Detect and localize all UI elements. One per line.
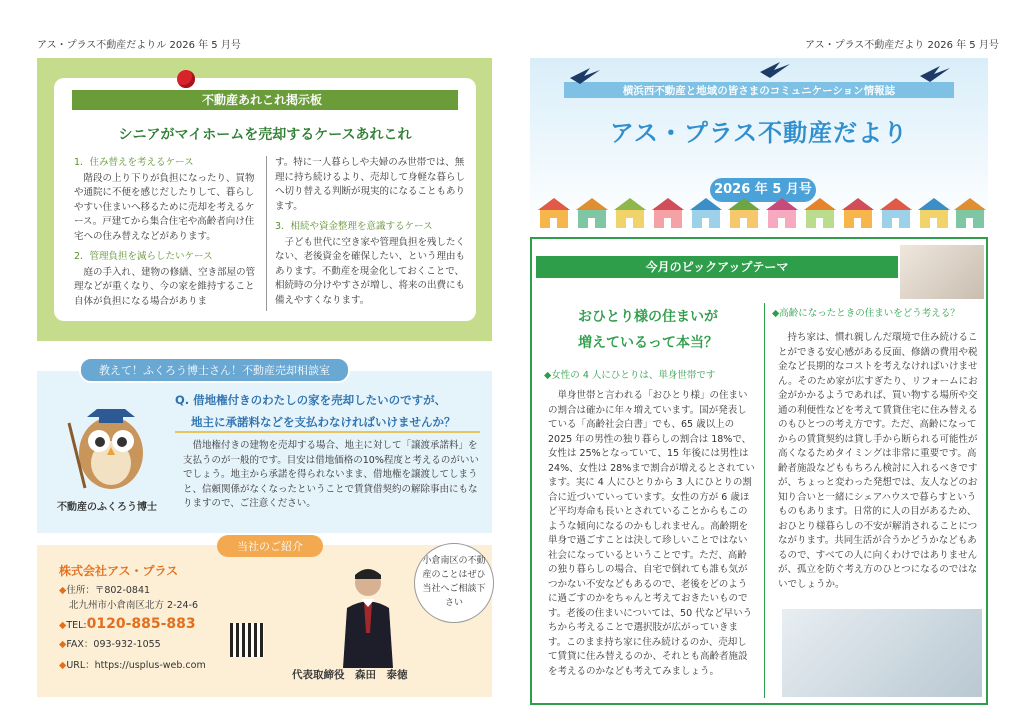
representative-photo — [337, 563, 399, 668]
section-heading: 2．管理負担を減らしたいケース — [74, 251, 213, 262]
right-page-header: アス・プラス不動産だより 2026 年 5 月号 — [805, 40, 999, 51]
column-divider — [266, 156, 267, 311]
section-heading: 3．相続や資金整理を意識するケース — [275, 221, 433, 232]
company-info: ◆住所：〒802-0841 北九州市小倉南区北方 2-24-6 ◆TEL:0120-885-883 ◆FAX：093-932-1055 ◆URL：https://usplus-web.com — [59, 585, 206, 671]
section-body: す。特に一人暮らしや夫婦のみ世帯では、無理に持ち続けるより、売却して身軽な暮らしへ切り替える判断が現実的になることもあります。 — [275, 157, 466, 212]
swallow-icon — [560, 58, 960, 88]
stairs-photo — [900, 245, 984, 299]
feature-body-1: 単身世帯と言われる「おひとり様」の住まいの割合は確かに年々増えています。国が発表している「高齢社会白書」でも、65 歳以上の 2025 年の男性の独り暮らしの割合は 18%で、女性は 25%となっていて、15 年後には男性は 24%、女性は 28%まで割合が増えるとされています。実に 4 人にひとりから 3 人にひとりの割合に近づいていっています。女性の方が 6 歳ほど平均寿命も長いとされていることからもこのような傾向になるのかもしれません。高齢期を単身で過ごすことは決して珍しいことではない社会になっているということです。ただ、高齢の独り暮らしの場合、自宅で倒れても誰も気がつかない不安などもあるので、老後をどのように過ごすのかをちゃんと考えておきたいものです。老後の住まいについては、50 代など早いうちから考えることで選択肢が広がっていきます。このまま持ち家に住み続けるのか、売却して賃貸に住み替えるのか、それとも高齢者施設を考えるのかなども考えてみましょう。 — [548, 390, 755, 677]
feature-body-2: 持ち家は、慣れ親しんだ環境で住み続けることができる安心感がある反面、修繕の費用や税金など長期的なコストを考えなければいけません。そのため家が広すぎたり、リフォームにお金がかかるようであれば、買い物する場所や交通の利便性などを考えて賃貸住宅に住み替えるのもひとつの考え方です。ただ、高齢になってからの賃貸契約は貸し手から断られる可能性が高くなるためタイミングは非常に重要です。高齢者施設などももちろん検討に入れるべきですが、ちょっと変わった発想では、友人などのお知り合いと一緒にシェアハウスで暮らすというものもあります。日常的に人の目があるため、おひとり様暮らしの不安が解消されることにつながります。共同生活が合うかどうかなどもあるので、すべての人に向くわけではありませんが、孤立を防ぐ考え方のひとつになるのではないでしょうか。 — [778, 332, 978, 590]
qa-question-line-1: Q. 借地権付きのわたしの家を売却したいのですが、 — [175, 393, 447, 407]
pushpin-icon — [177, 70, 195, 88]
address: 北九州市小倉南区北方 2-24-6 — [69, 600, 199, 611]
company-tab-label: 当社のご紹介 — [217, 535, 323, 557]
tel-label: TEL: — [66, 620, 87, 631]
section-body: 庭の手入れ、建物の修繕、空き部屋の管理などが重くなり、今の家を維持すること自体が負担になる場合がありま — [74, 266, 256, 307]
representative-name: 代表取締役 森田 泰徳 — [292, 669, 408, 681]
issue-badge: 2026 年 5 月号 — [710, 178, 816, 202]
section-body: 階段の上り下りが負担になったり、買物や通院に不便を感じだしたりして、暮らしやすい住まいへ移るために売却を考えるケース。戸建てから集合住宅や高齢者向け住宅への住み替えなどがあります。 — [74, 172, 255, 242]
house-icon — [956, 208, 984, 228]
house-icon — [654, 208, 682, 228]
url: URL：https://usplus-web.com — [66, 660, 206, 671]
feature-bar: 今月のピックアップテーマ — [536, 256, 898, 278]
owl-icon — [59, 393, 159, 493]
bulletin-subtitle: シニアがマイホームを売却するケースあれこれ — [118, 127, 412, 143]
feature-section — [530, 237, 988, 705]
house-icon — [578, 208, 606, 228]
house-icon — [882, 208, 910, 228]
left-page-header: アス・プラス不動産だよりル 2026 年 5 月号 — [37, 40, 241, 51]
house-icon — [920, 208, 948, 228]
house-row — [530, 196, 988, 228]
house-icon — [768, 208, 796, 228]
house-icon — [692, 208, 720, 228]
feature-subheading-2: ◆高齢になったときの住まいをどう考える？ — [772, 308, 960, 319]
feature-divider — [764, 303, 765, 698]
address-label: 住所：〒802-0841 — [66, 585, 151, 596]
feature-headline-line-2: 増えているって本当？ — [578, 335, 718, 351]
feature-subheading-1: ◆女性の 4 人にひとりは、単身世帯です — [544, 370, 716, 381]
house-icon — [616, 208, 644, 228]
masthead — [530, 58, 988, 228]
house-icon — [844, 208, 872, 228]
speech-bubble: 小倉南区の不動産のことはぜひ当社へご相談下さい — [414, 543, 494, 623]
section-heading: 1．住み替えを考えるケース — [74, 157, 194, 168]
section-body: 子ども世代に空き家や管理負担を残したくない、老後資金を確保したい、という理由もあります。不動産を現金化しておくことで、相続時の分けやすさが増し、将来の出費にも備えやすくなります。 — [275, 236, 466, 306]
qa-divider — [175, 431, 480, 433]
house-icon — [730, 208, 758, 228]
bulletin-title: 不動産あれこれ掲示板 — [72, 90, 458, 110]
company-section — [37, 540, 492, 697]
company-name: 株式会社アス・プラス — [59, 564, 179, 578]
feature-headline — [532, 304, 764, 356]
owl-label: 不動産のふくろう博士 — [57, 502, 157, 513]
qa-question-line-2: 地主に承諾料などを支払わなければいけませんか？ — [191, 415, 456, 429]
house-icon — [806, 208, 834, 228]
fax: FAX：093-932-1055 — [66, 639, 161, 650]
house-model-photo — [782, 609, 982, 697]
qa-tab-label: 教えて！ふくろう博士さん！不動産売却相談室 — [79, 357, 350, 383]
house-icon — [540, 208, 568, 228]
qa-answer: 借地権付きの建物を売却する場合、地主に対して「譲渡承諾料」を支払うのが一般的です。目安は借地価格の10%程度と考えるのがいいでしょう。地主から承諾を得られないまま、借地権を譲渡してしまうと、信頼関係がなくなったということで賃貸借契約の解除事由にもなりますので、ご注意ください。 — [183, 440, 479, 509]
qa-question — [175, 389, 456, 433]
qr-code-icon — [230, 623, 264, 657]
qa-section — [37, 364, 492, 533]
tagline: 横浜西不動産と地域の皆さまのコミュニケーション情報誌 — [622, 85, 896, 97]
tel-number: 0120-885-883 — [86, 616, 196, 632]
masthead-title: アス・プラス不動産だより — [609, 119, 909, 147]
bulletin-column-right — [275, 156, 465, 314]
feature-headline-line-1: おひとり様の住まいが — [578, 309, 718, 325]
bulletin-column-left — [74, 156, 259, 315]
bulletin-board — [37, 58, 492, 341]
bulletin-panel — [54, 78, 476, 321]
